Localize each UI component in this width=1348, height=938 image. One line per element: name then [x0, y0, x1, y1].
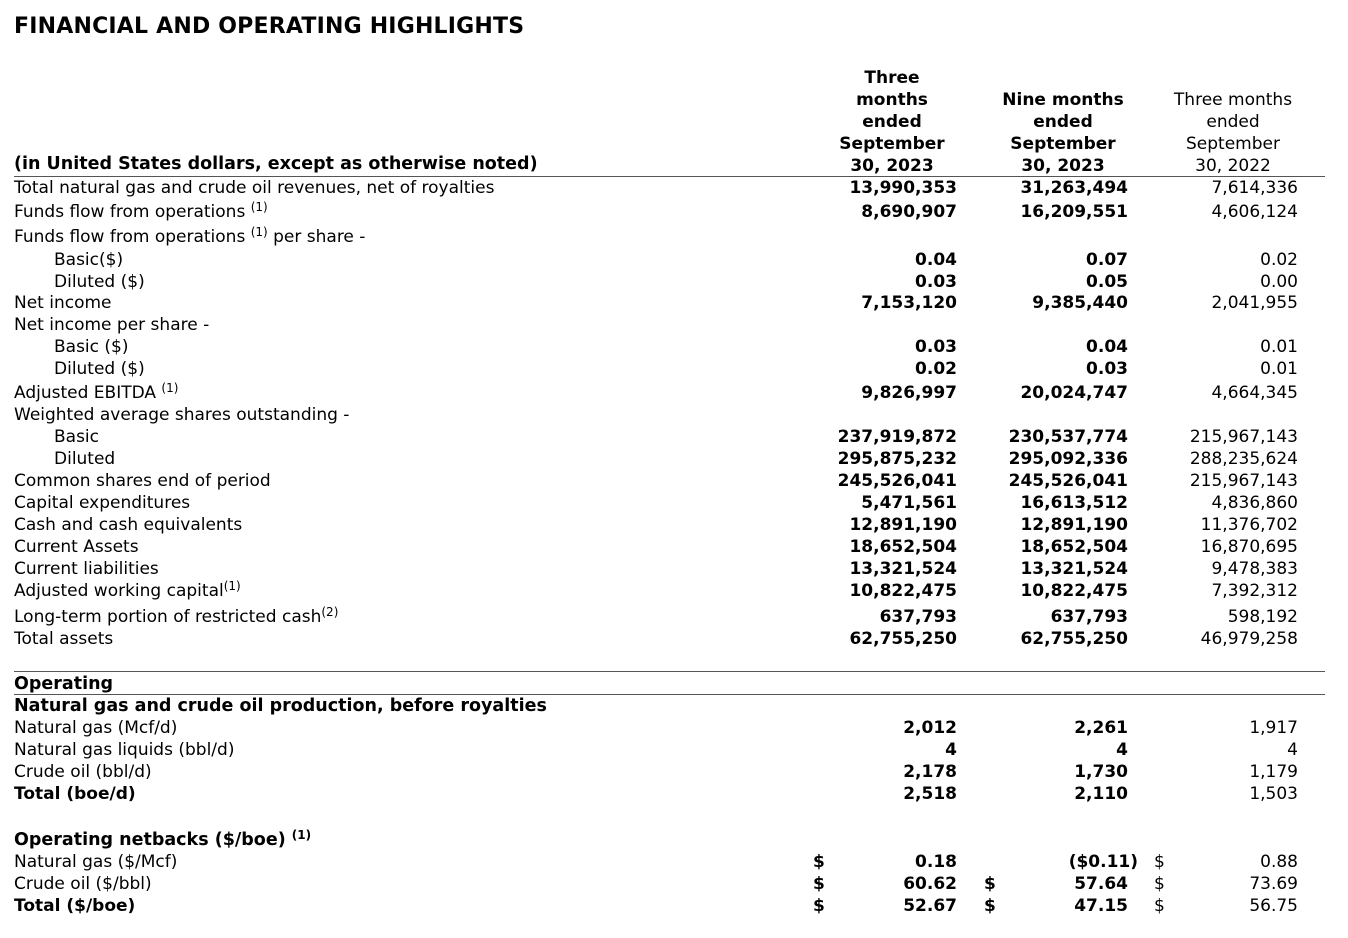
- cell-value: 245,526,041: [1008, 471, 1128, 491]
- row-label: Basic ($): [54, 337, 129, 357]
- row-label: Current liabilities: [14, 559, 159, 579]
- cell-value: 2,110: [1074, 784, 1128, 804]
- row-label: Funds flow from operations $^{(1)}$ per share -: [14, 225, 366, 247]
- currency-symbol: $: [813, 896, 825, 916]
- cell-value: 12,891,190: [849, 515, 957, 535]
- cell-value: 60.62: [903, 874, 957, 894]
- table-row: [0, 226, 1348, 248]
- cell-value: 598,192: [1227, 607, 1298, 627]
- cell-value: 20,024,747: [1020, 383, 1128, 403]
- cell-value: 215,967,143: [1189, 427, 1298, 447]
- cell-value: 0.04: [1086, 337, 1128, 357]
- cell-value: 13,321,524: [849, 559, 957, 579]
- row-label: Natural gas liquids (bbl/d): [14, 740, 235, 760]
- cell-value: 1,730: [1074, 762, 1128, 782]
- table-row: [0, 492, 1348, 514]
- cell-value: 18,652,504: [1020, 537, 1128, 557]
- cell-value: 4,836,860: [1211, 493, 1298, 513]
- table-row: [0, 336, 1348, 358]
- row-label: Current Assets: [14, 537, 139, 557]
- cell-value: 7,153,120: [861, 293, 957, 313]
- cell-value: 9,478,383: [1211, 559, 1298, 579]
- cell-value: 16,613,512: [1020, 493, 1128, 513]
- table-row: [0, 739, 1348, 761]
- cell-value: 2,041,955: [1211, 293, 1298, 313]
- cell-value: 0.00: [1260, 272, 1298, 292]
- cell-value: 0.01: [1260, 359, 1298, 379]
- currency-symbol: $: [1154, 896, 1165, 916]
- cell-value: 13,321,524: [1020, 559, 1128, 579]
- cell-value: 4,664,345: [1211, 383, 1298, 403]
- table-row: [0, 536, 1348, 558]
- cell-value: 5,471,561: [861, 493, 957, 513]
- table-row: [0, 558, 1348, 580]
- table-row: [0, 514, 1348, 536]
- operating-section-label: Operating: [14, 674, 114, 694]
- cell-value: 12,891,190: [1020, 515, 1128, 535]
- cell-value: 295,092,336: [1008, 449, 1128, 469]
- cell-value: 1,503: [1249, 784, 1298, 804]
- cell-value: 215,967,143: [1189, 471, 1298, 491]
- cell-value: 0.02: [1260, 250, 1298, 270]
- cell-value: 288,235,624: [1189, 449, 1298, 469]
- cell-value: 0.02: [915, 359, 957, 379]
- table-row: [0, 201, 1348, 223]
- cell-value: 0.03: [915, 337, 957, 357]
- currency-symbol: $: [984, 874, 996, 894]
- currency-symbol: $: [984, 896, 996, 916]
- row-label: Total natural gas and crude oil revenues, net of royalties: [14, 178, 495, 198]
- column-header-9m-2023: Nine months ended September 30, 2023: [1002, 90, 1124, 176]
- row-label: Net income: [14, 293, 112, 313]
- currency-symbol: $: [813, 874, 825, 894]
- currency-symbol: $: [1154, 852, 1165, 872]
- currency-symbol: $: [813, 852, 825, 872]
- cell-value: 230,537,774: [1008, 427, 1128, 447]
- cell-value: ($0.11): [1068, 852, 1138, 872]
- table-row: [0, 873, 1348, 895]
- units-label: (in United States dollars, except as otherwise noted): [14, 154, 538, 174]
- table-row: [0, 580, 1348, 602]
- cell-value: 18,652,504: [849, 537, 957, 557]
- cell-value: 237,919,872: [837, 427, 957, 447]
- row-label: Diluted ($): [54, 272, 145, 292]
- cell-value: 56.75: [1249, 896, 1298, 916]
- row-label: Total (boe/d): [14, 784, 136, 804]
- currency-symbol: $: [1154, 874, 1165, 894]
- column-header-q3-2022: Three months ended September 30, 2022: [1173, 90, 1293, 176]
- cell-value: 0.88: [1260, 852, 1298, 872]
- cell-value: 2,012: [903, 718, 957, 738]
- table-row: [0, 382, 1348, 404]
- cell-value: 2,261: [1074, 718, 1128, 738]
- table-row: [0, 717, 1348, 739]
- table-row: [0, 628, 1348, 650]
- cell-value: 0.03: [915, 272, 957, 292]
- table-row: [0, 271, 1348, 293]
- cell-value: 0.01: [1260, 337, 1298, 357]
- cell-value: 46,979,258: [1200, 629, 1298, 649]
- cell-value: 47.15: [1074, 896, 1128, 916]
- table-row: [0, 448, 1348, 470]
- cell-value: 10,822,475: [849, 581, 957, 601]
- table-row: [0, 249, 1348, 271]
- cell-value: 0.03: [1086, 359, 1128, 379]
- row-label: Total assets: [14, 629, 114, 649]
- cell-value: 52.67: [903, 896, 957, 916]
- cell-value: 8,690,907: [861, 202, 957, 222]
- table-row: [0, 606, 1348, 628]
- cell-value: 4: [1287, 740, 1298, 760]
- row-label: Common shares end of period: [14, 471, 271, 491]
- row-label: Diluted ($): [54, 359, 145, 379]
- cell-value: 31,263,494: [1020, 178, 1128, 198]
- row-label: Funds flow from operations $^{(1)}$: [14, 200, 268, 222]
- cell-value: 7,392,312: [1211, 581, 1298, 601]
- table-row: [0, 783, 1348, 805]
- cell-value: 9,826,997: [861, 383, 957, 403]
- row-label: Weighted average shares outstanding -: [14, 405, 350, 425]
- table-row: [0, 314, 1348, 336]
- table-row: [0, 761, 1348, 783]
- row-label: Diluted: [54, 449, 116, 469]
- cell-value: 245,526,041: [837, 471, 957, 491]
- cell-value: 0.07: [1086, 250, 1128, 270]
- page-title: FINANCIAL AND OPERATING HIGHLIGHTS: [14, 14, 525, 39]
- table-row: [0, 895, 1348, 917]
- row-label: Net income per share -: [14, 315, 210, 335]
- cell-value: 1,179: [1249, 762, 1298, 782]
- row-label: Capital expenditures: [14, 493, 191, 513]
- cell-value: 1,917: [1249, 718, 1298, 738]
- cell-value: 4,606,124: [1211, 202, 1298, 222]
- cell-value: 637,793: [1050, 607, 1128, 627]
- table-row: [0, 851, 1348, 873]
- operating-top-divider: [14, 671, 1325, 672]
- cell-value: 4: [945, 740, 957, 760]
- cell-value: 11,376,702: [1200, 515, 1298, 535]
- cell-value: 4: [1116, 740, 1128, 760]
- cell-value: 62,755,250: [1020, 629, 1128, 649]
- row-label: Long-term portion of restricted cash$^{(2)}$: [14, 605, 339, 627]
- cell-value: 16,870,695: [1200, 537, 1298, 557]
- production-title: Natural gas and crude oil production, before royalties: [14, 696, 547, 716]
- table-row: [0, 292, 1348, 314]
- cell-value: 2,518: [903, 784, 957, 804]
- cell-value: 295,875,232: [837, 449, 957, 469]
- row-label: Natural gas (Mcf/d): [14, 718, 178, 738]
- row-label: Crude oil ($/bbl): [14, 874, 152, 894]
- row-label: Basic: [54, 427, 100, 447]
- cell-value: 2,178: [903, 762, 957, 782]
- cell-value: 62,755,250: [849, 629, 957, 649]
- cell-value: 13,990,353: [849, 178, 957, 198]
- cell-value: 0.04: [915, 250, 957, 270]
- cell-value: 73.69: [1249, 874, 1298, 894]
- row-label: Cash and cash equivalents: [14, 515, 243, 535]
- column-header-q3-2023: Three months ended September 30, 2023: [839, 68, 945, 176]
- cell-value: 57.64: [1074, 874, 1128, 894]
- row-label: Basic($): [54, 250, 124, 270]
- row-label: Total ($/boe): [14, 896, 136, 916]
- row-label: Crude oil (bbl/d): [14, 762, 152, 782]
- table-row: [0, 358, 1348, 380]
- netbacks-title: Operating netbacks ($/boe) $^{(1)}$: [14, 828, 312, 850]
- cell-value: 0.18: [915, 852, 957, 872]
- cell-value: 637,793: [879, 607, 957, 627]
- row-label: Natural gas ($/Mcf): [14, 852, 178, 872]
- cell-value: 10,822,475: [1020, 581, 1128, 601]
- row-label: Adjusted EBITDA $^{(1)}$: [14, 381, 179, 403]
- cell-value: 9,385,440: [1032, 293, 1128, 313]
- cell-value: 0.05: [1086, 272, 1128, 292]
- cell-value: 16,209,551: [1020, 202, 1128, 222]
- table-row: [0, 470, 1348, 492]
- cell-value: 7,614,336: [1211, 178, 1298, 198]
- row-label: Adjusted working capital$^{(1)}$: [14, 579, 241, 601]
- table-row: [0, 177, 1348, 199]
- table-row: [0, 404, 1348, 426]
- table-row: [0, 426, 1348, 448]
